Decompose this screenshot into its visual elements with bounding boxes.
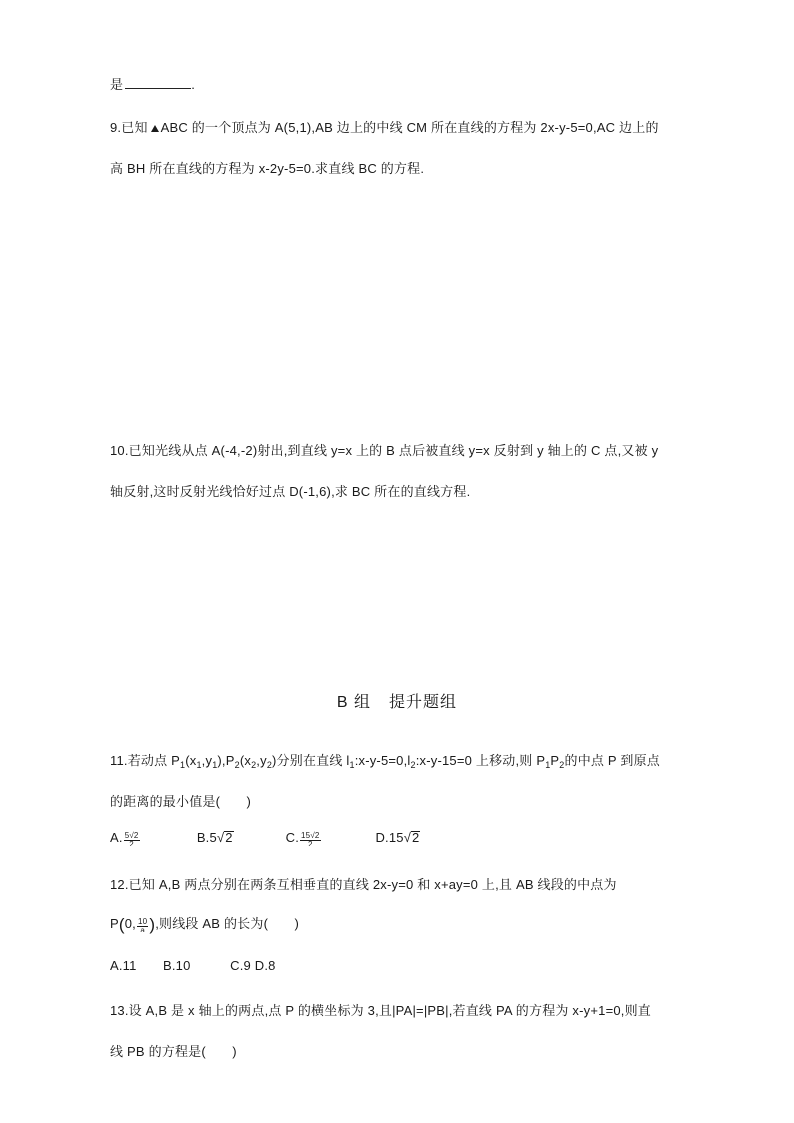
continued-text: 是 <box>110 77 124 92</box>
section-heading <box>0 689 794 712</box>
group-title: 提升题组 <box>389 694 458 711</box>
continued-answer-line <box>110 74 195 93</box>
q12-options: A.11 B.10 C.9 D.8 <box>110 958 276 973</box>
q10-line1: 10.已知光线从点 A(-4,-2)射出,到直线 y=x 上的 B 点后被直线 y=x 反射到 y 轴上的 C 点,又被 y <box>110 443 659 458</box>
q9-prefix: 9.已知 <box>110 120 148 135</box>
q10-line2: 轴反射,这时反射光线恰好过点 D(-1,6),求 BC 所在的直线方程. <box>110 484 471 499</box>
q12-line1: 12.已知 A,B 两点分别在两条互相垂直的直线 2x-y=0 和 x+ay=0 上,且 AB 线段的中点为 <box>110 877 617 892</box>
q11-options <box>110 830 420 846</box>
answer-blank <box>125 76 191 89</box>
q11-line1: 11.若动点 $P_1(x_1,y_1),P_2(x_2,y_2)$分别在直线 $l_1:x-y-5=0,l_2:x-y-15=0$ 上移动,则 $P_1P_2$的中点 P 到原点 <box>110 753 660 770</box>
group-label: B 组 <box>336 694 372 711</box>
q11-option-d: D.15√2 <box>375 830 420 845</box>
q11-line2: 的距离的最小值是( ) <box>110 794 252 809</box>
q12-line2: P(0, $\frac{10}{a}$ ),则线段 AB 的长为( ) <box>110 915 300 934</box>
q13-line2: 线 PB 的方程是( ) <box>110 1044 237 1059</box>
q13-line1: 13.设 A,B 是 x 轴上的两点,点 P 的横坐标为 3,且|PA|=|PB|,若直线 PA 的方程为 x-y+1=0,则直 <box>110 1003 652 1018</box>
q11-option-b: B.5√2 <box>196 830 233 845</box>
period: . <box>191 77 196 92</box>
q11-option-c: C. $\frac{15√2}{2}$ <box>285 830 320 846</box>
triangle-icon <box>151 125 159 132</box>
q9-line1 <box>110 117 659 136</box>
q11-option-a: A. $\frac{5√2}{2}$ <box>110 830 139 846</box>
q9-text: ABC 的一个顶点为 A(5,1),AB 边上的中线 CM 所在直线的方程为 2x-y-5=0,AC 边上的 <box>160 120 659 135</box>
q9-line2: 高 BH 所在直线的方程为 x-2y-5=0.求直线 BC 的方程. <box>110 161 425 176</box>
